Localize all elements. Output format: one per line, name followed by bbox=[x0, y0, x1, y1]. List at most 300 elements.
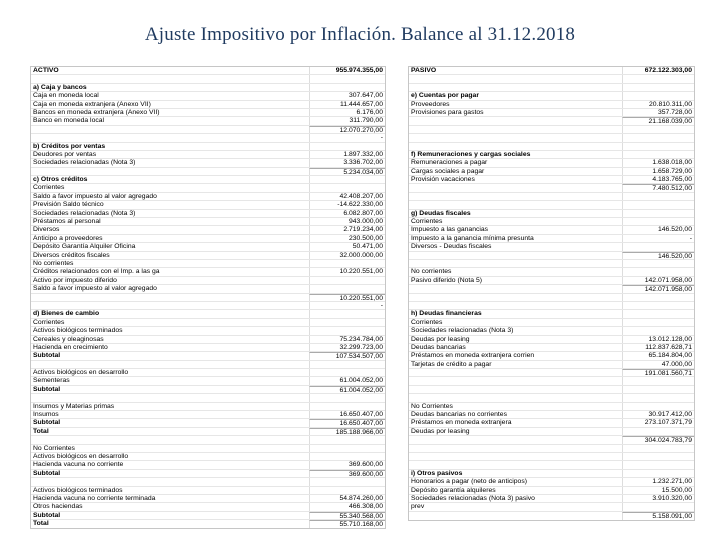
account-label: No corrientes bbox=[33, 259, 74, 267]
table-row bbox=[409, 260, 694, 268]
account-label: e) Cuentas por pagar bbox=[411, 92, 479, 100]
account-value bbox=[622, 394, 694, 401]
account-value bbox=[622, 260, 694, 267]
account-label: Remuneraciones a pagar bbox=[411, 159, 488, 167]
account-label: Deudas por leasing bbox=[411, 335, 470, 343]
account-label: c) Otros créditos bbox=[33, 176, 88, 184]
account-label bbox=[409, 252, 622, 259]
table-row bbox=[31, 520, 385, 528]
table-row bbox=[31, 260, 385, 268]
account-value: 15.500,00 bbox=[622, 487, 694, 494]
account-label bbox=[31, 126, 309, 133]
account-label bbox=[409, 117, 622, 124]
account-label: Caja en moneda extranjera (Anexo VII) bbox=[33, 100, 151, 108]
table-row bbox=[31, 193, 385, 201]
table-row bbox=[409, 126, 694, 134]
account-value bbox=[622, 403, 694, 410]
table-row bbox=[409, 84, 694, 92]
account-label: No Corrientes bbox=[411, 402, 453, 410]
table-row bbox=[31, 159, 385, 167]
table-row bbox=[31, 377, 385, 385]
account-value bbox=[622, 243, 694, 250]
account-value: 4.183.765,00 bbox=[622, 176, 694, 183]
account-label: Deudas bancarias no corrientes bbox=[411, 411, 507, 419]
table-row bbox=[31, 126, 385, 134]
account-value bbox=[622, 210, 694, 217]
table-row bbox=[409, 361, 694, 369]
account-label: h) Deudas financieras bbox=[411, 310, 482, 318]
account-label bbox=[31, 361, 309, 368]
table-row bbox=[31, 243, 385, 251]
account-value: 3.336.702,00 bbox=[309, 159, 385, 166]
account-label: No Corrientes bbox=[33, 444, 75, 452]
table-row bbox=[31, 411, 385, 419]
table-row bbox=[409, 235, 694, 243]
account-value: 6.176,00 bbox=[309, 109, 385, 116]
account-label: Cereales y oleaginosas bbox=[33, 335, 104, 343]
account-value: 191.081.560,71 bbox=[622, 369, 694, 376]
table-row bbox=[409, 352, 694, 360]
table-row bbox=[409, 411, 694, 419]
account-label bbox=[409, 436, 622, 443]
account-value: 304.024.783,79 bbox=[622, 436, 694, 443]
account-label: Otros haciendas bbox=[33, 503, 83, 511]
account-value: 30.917.412,00 bbox=[622, 411, 694, 418]
account-value bbox=[622, 218, 694, 225]
table-row bbox=[409, 369, 694, 377]
table-row bbox=[31, 75, 385, 83]
account-label: Diversos créditos fiscales bbox=[33, 251, 110, 259]
table-row bbox=[409, 218, 694, 226]
account-label bbox=[409, 369, 622, 376]
account-label: Diversos - Deudas fiscales bbox=[411, 243, 492, 251]
account-value bbox=[622, 92, 694, 99]
account-label: Subtotal bbox=[33, 385, 61, 393]
account-label bbox=[31, 168, 309, 175]
table-row bbox=[31, 319, 385, 327]
table-row bbox=[31, 101, 385, 109]
table-row bbox=[31, 235, 385, 243]
account-label bbox=[409, 260, 622, 267]
table-row bbox=[409, 428, 694, 436]
table-row bbox=[31, 176, 385, 184]
account-value: 20.810.311,00 bbox=[622, 101, 694, 108]
account-label: Corrientes bbox=[33, 318, 65, 326]
account-value bbox=[309, 445, 385, 452]
table-row bbox=[31, 201, 385, 209]
account-value bbox=[309, 84, 385, 91]
account-value: 2.719.234,00 bbox=[309, 226, 385, 233]
account-value: 955.974.355,00 bbox=[309, 67, 385, 74]
account-label: Subtotal bbox=[33, 352, 61, 360]
account-label bbox=[409, 193, 622, 200]
account-label: Previsión Saldo técnico bbox=[33, 201, 104, 209]
account-label: a) Caja y bancos bbox=[33, 83, 87, 91]
account-label bbox=[409, 445, 622, 452]
account-label bbox=[31, 134, 309, 141]
table-row bbox=[31, 226, 385, 234]
account-label: Préstamos en moneda extranjera bbox=[411, 419, 512, 427]
account-label: Activos biológicos terminados bbox=[33, 486, 123, 494]
account-value: 369.600,00 bbox=[309, 461, 385, 468]
account-label: Sociedades relacionadas (Nota 3) bbox=[33, 159, 136, 167]
table-row bbox=[409, 344, 694, 352]
account-value: 146.520,00 bbox=[622, 226, 694, 233]
account-label: Corrientes bbox=[411, 218, 443, 226]
account-label: Subtotal bbox=[33, 469, 61, 477]
account-label: Sociedades relacionadas (Nota 3) pasivo bbox=[411, 494, 535, 502]
account-label bbox=[409, 75, 622, 82]
account-label bbox=[409, 512, 622, 520]
account-label bbox=[409, 386, 622, 393]
account-label: d) Bienes de cambio bbox=[33, 310, 100, 318]
table-row bbox=[409, 386, 694, 394]
account-value: 65.184.804,00 bbox=[622, 352, 694, 359]
account-value: 112.837.628,71 bbox=[622, 344, 694, 351]
account-value: 307.647,00 bbox=[309, 92, 385, 99]
table-row bbox=[409, 176, 694, 184]
account-label bbox=[31, 478, 309, 485]
table-row bbox=[31, 218, 385, 226]
account-value bbox=[622, 428, 694, 435]
account-value bbox=[309, 327, 385, 334]
table-row bbox=[31, 461, 385, 469]
account-value: 32.000.000,00 bbox=[309, 252, 385, 259]
table-row bbox=[409, 478, 694, 486]
account-value: 10.220.551,00 bbox=[309, 268, 385, 275]
account-value bbox=[622, 268, 694, 275]
account-value: 369.600,00 bbox=[309, 470, 385, 477]
account-value bbox=[309, 277, 385, 284]
account-value bbox=[622, 294, 694, 301]
table-row bbox=[31, 310, 385, 318]
table-row bbox=[409, 394, 694, 402]
account-label bbox=[409, 143, 622, 150]
account-value: 10.220.551,00 bbox=[309, 294, 385, 301]
table-row bbox=[31, 143, 385, 151]
account-label: Hacienda vacuna no corriente terminada bbox=[33, 494, 156, 502]
table-row bbox=[409, 503, 694, 511]
account-value bbox=[622, 470, 694, 477]
account-label bbox=[31, 436, 309, 443]
account-value: 55.340.568,00 bbox=[309, 512, 385, 519]
account-label bbox=[31, 394, 309, 401]
table-row bbox=[31, 184, 385, 192]
table-row bbox=[409, 336, 694, 344]
account-label bbox=[409, 285, 622, 292]
account-label: Banco en moneda local bbox=[33, 117, 105, 125]
table-row bbox=[31, 394, 385, 402]
table-row bbox=[31, 168, 385, 176]
account-value: 672.122.303,00 bbox=[622, 67, 694, 74]
account-value bbox=[622, 193, 694, 200]
table-row bbox=[409, 92, 694, 100]
table-row bbox=[31, 428, 385, 436]
account-label: Sociedades relacionadas (Nota 3) bbox=[411, 327, 514, 335]
account-value: 6.082.807,00 bbox=[309, 210, 385, 217]
account-value: 273.107.371,79 bbox=[622, 419, 694, 426]
account-value: 16.650.407,00 bbox=[309, 411, 385, 418]
table-row bbox=[409, 419, 694, 427]
account-label: No corrientes bbox=[411, 268, 452, 276]
table-row bbox=[409, 294, 694, 302]
account-value bbox=[309, 184, 385, 191]
table-row bbox=[31, 419, 385, 427]
table-row bbox=[31, 478, 385, 486]
pasivo-table bbox=[408, 66, 695, 521]
account-value: 146.520,00 bbox=[622, 252, 694, 259]
table-row bbox=[31, 386, 385, 394]
account-value bbox=[309, 361, 385, 368]
account-value: 3.910.320,00 bbox=[622, 495, 694, 502]
account-value: - bbox=[309, 302, 385, 309]
account-value: 5.234.034,00 bbox=[309, 168, 385, 175]
account-value: 466.308,00 bbox=[309, 503, 385, 510]
table-row bbox=[31, 503, 385, 511]
account-value bbox=[622, 319, 694, 326]
table-row bbox=[31, 495, 385, 503]
table-row bbox=[31, 336, 385, 344]
account-value: 42.408.207,00 bbox=[309, 193, 385, 200]
account-label: Hacienda en crecimiento bbox=[33, 343, 108, 351]
account-label: Depósito Garantía Alquiler Oficina bbox=[33, 243, 136, 251]
account-value: 47.000,00 bbox=[622, 361, 694, 368]
account-label: Cargas sociales a pagar bbox=[411, 167, 485, 175]
account-value: 311.790,00 bbox=[309, 117, 385, 124]
account-value: 7.480.512,00 bbox=[622, 184, 694, 191]
table-row bbox=[409, 151, 694, 159]
account-value: 75.234.784,00 bbox=[309, 336, 385, 343]
account-value: 142.071.958,00 bbox=[622, 277, 694, 284]
account-label bbox=[409, 302, 622, 309]
account-label: Corrientes bbox=[411, 318, 443, 326]
account-label: Activos biológicos terminados bbox=[33, 327, 123, 335]
account-label: Tarjetas de crédito a pagar bbox=[411, 360, 492, 368]
account-label bbox=[409, 294, 622, 301]
account-value bbox=[622, 327, 694, 334]
account-value bbox=[309, 319, 385, 326]
table-row bbox=[31, 134, 385, 142]
table-row bbox=[31, 436, 385, 444]
table-row bbox=[31, 117, 385, 125]
account-value bbox=[309, 143, 385, 150]
account-label: Subtotal bbox=[33, 419, 61, 427]
table-row bbox=[31, 268, 385, 276]
table-row bbox=[409, 226, 694, 234]
table-row bbox=[31, 327, 385, 335]
table-row bbox=[31, 487, 385, 495]
table-row bbox=[409, 67, 694, 75]
account-label: Activos biológicos en desarrollo bbox=[33, 452, 129, 460]
table-row bbox=[31, 285, 385, 293]
account-label bbox=[409, 84, 622, 91]
table-row bbox=[31, 210, 385, 218]
account-label: prev bbox=[411, 503, 425, 511]
account-value: 230.500,00 bbox=[309, 235, 385, 242]
table-row bbox=[409, 159, 694, 167]
table-row bbox=[409, 310, 694, 318]
account-label: Subtotal bbox=[33, 511, 61, 519]
account-label: Impuesto a la ganancia mínima presunta bbox=[411, 234, 534, 242]
table-row bbox=[409, 277, 694, 285]
account-label: g) Deudas fiscales bbox=[411, 209, 471, 217]
account-label: PASIVO bbox=[411, 67, 437, 74]
table-row bbox=[31, 344, 385, 352]
account-label bbox=[409, 184, 622, 191]
account-label: Honorarios a pagar (neto de anticipos) bbox=[411, 478, 527, 486]
table-row bbox=[409, 109, 694, 117]
account-label: Saldo a favor impuesto al valor agregado bbox=[33, 285, 157, 293]
table-row bbox=[31, 352, 385, 360]
account-value: 32.299.723,00 bbox=[309, 344, 385, 351]
account-label: Total bbox=[33, 520, 49, 528]
account-label: Activos biológicos en desarrollo bbox=[33, 369, 129, 377]
account-value: - bbox=[622, 235, 694, 242]
account-value: 61.004.052,00 bbox=[309, 377, 385, 384]
account-label: Insumos y Materias primas bbox=[33, 402, 115, 410]
account-value: 21.168.039,00 bbox=[622, 117, 694, 124]
table-row bbox=[409, 75, 694, 83]
account-value: 11.444.657,00 bbox=[309, 101, 385, 108]
table-row bbox=[31, 453, 385, 461]
table-row bbox=[409, 101, 694, 109]
account-value bbox=[622, 386, 694, 393]
table-row bbox=[409, 436, 694, 444]
table-row bbox=[409, 143, 694, 151]
account-label: Deudores por ventas bbox=[33, 150, 97, 158]
account-label bbox=[31, 302, 309, 309]
account-value bbox=[309, 260, 385, 267]
account-value bbox=[622, 302, 694, 309]
account-label: f) Remuneraciones y cargas sociales bbox=[411, 150, 531, 158]
account-label: ACTIVO bbox=[33, 67, 59, 74]
table-row bbox=[409, 461, 694, 469]
account-value bbox=[309, 436, 385, 443]
account-value: 1.638.018,00 bbox=[622, 159, 694, 166]
account-value: 50.471,00 bbox=[309, 243, 385, 250]
table-row bbox=[409, 377, 694, 385]
account-label: Depósito garantía alquileres bbox=[411, 486, 496, 494]
table-row bbox=[409, 268, 694, 276]
account-value: 16.650.407,00 bbox=[309, 419, 385, 426]
account-value: 55.710.168,00 bbox=[309, 520, 385, 528]
table-row bbox=[31, 84, 385, 92]
account-value bbox=[309, 403, 385, 410]
table-row bbox=[31, 369, 385, 377]
table-row bbox=[31, 403, 385, 411]
account-value: 943.000,00 bbox=[309, 218, 385, 225]
account-value bbox=[622, 126, 694, 133]
table-row bbox=[409, 470, 694, 478]
table-row bbox=[409, 403, 694, 411]
account-value: - bbox=[309, 134, 385, 141]
account-label bbox=[31, 294, 309, 301]
account-value bbox=[309, 75, 385, 82]
account-label: Diversos bbox=[33, 226, 60, 234]
account-label: Saldo a favor impuesto al valor agregado bbox=[33, 192, 157, 200]
table-row bbox=[409, 252, 694, 260]
account-value bbox=[309, 453, 385, 460]
account-value bbox=[309, 394, 385, 401]
account-label bbox=[409, 134, 622, 141]
account-value bbox=[622, 377, 694, 384]
account-label: Préstamos en moneda extranjera corrien bbox=[411, 352, 535, 360]
account-value bbox=[622, 461, 694, 468]
account-label: b) Créditos por ventas bbox=[33, 142, 106, 150]
table-row bbox=[31, 277, 385, 285]
table-row bbox=[409, 117, 694, 125]
account-label bbox=[31, 75, 309, 82]
table-row bbox=[31, 361, 385, 369]
table-row bbox=[409, 201, 694, 209]
table-row bbox=[409, 495, 694, 503]
account-label: Proveedores bbox=[411, 100, 450, 108]
account-label: Deudas bancarias bbox=[411, 343, 466, 351]
table-row bbox=[409, 168, 694, 176]
account-value bbox=[309, 487, 385, 494]
account-value bbox=[309, 285, 385, 292]
account-label: Impuesto a las ganancias bbox=[411, 226, 489, 234]
table-row bbox=[31, 512, 385, 520]
table-row bbox=[409, 210, 694, 218]
account-value bbox=[622, 84, 694, 91]
table-row bbox=[409, 319, 694, 327]
table-row bbox=[409, 184, 694, 192]
account-label: Bancos en moneda extranjera (Anexo VII) bbox=[33, 108, 160, 116]
account-value bbox=[622, 75, 694, 82]
table-row bbox=[409, 285, 694, 293]
account-value: 1.232.271,00 bbox=[622, 478, 694, 485]
account-value: 1.658.729,00 bbox=[622, 168, 694, 175]
account-value bbox=[622, 453, 694, 460]
table-row bbox=[31, 252, 385, 260]
account-value: 1.897.332,00 bbox=[309, 151, 385, 158]
account-label: Provisiones para gastos bbox=[411, 108, 484, 116]
table-row bbox=[409, 327, 694, 335]
table-row bbox=[409, 487, 694, 495]
table-row bbox=[31, 109, 385, 117]
account-label: Sociedades relacionadas (Nota 3) bbox=[33, 209, 136, 217]
account-value: 13.012.128,00 bbox=[622, 336, 694, 343]
account-label: Activo por impuesto diferido bbox=[33, 276, 117, 284]
account-value bbox=[622, 143, 694, 150]
account-value bbox=[622, 134, 694, 141]
account-label: Anticipo a proveedores bbox=[33, 234, 103, 242]
account-value: 61.004.052,00 bbox=[309, 386, 385, 393]
activo-table bbox=[30, 66, 386, 529]
account-value: 185.188.966,00 bbox=[309, 428, 385, 435]
table-row bbox=[409, 193, 694, 201]
table-row bbox=[31, 151, 385, 159]
account-label: Deudas por leasing bbox=[411, 427, 470, 435]
account-label: Caja en moneda local bbox=[33, 92, 99, 100]
account-value bbox=[309, 478, 385, 485]
page-title: Ajuste Impositivo por Inflación. Balance al 31.12.2018 bbox=[144, 24, 576, 45]
account-value bbox=[622, 201, 694, 208]
table-row bbox=[409, 243, 694, 251]
table-row bbox=[409, 453, 694, 461]
account-label: Hacienda vacuna no corriente bbox=[33, 461, 124, 469]
table-row bbox=[31, 92, 385, 100]
account-value bbox=[309, 369, 385, 376]
table-row bbox=[409, 134, 694, 142]
account-value bbox=[622, 151, 694, 158]
account-label: Préstamos al personal bbox=[33, 218, 101, 226]
account-label: Pasivo diferido (Nota 5) bbox=[411, 276, 483, 284]
table-row bbox=[31, 294, 385, 302]
account-value: 357.728,00 bbox=[622, 109, 694, 116]
table-row bbox=[31, 470, 385, 478]
